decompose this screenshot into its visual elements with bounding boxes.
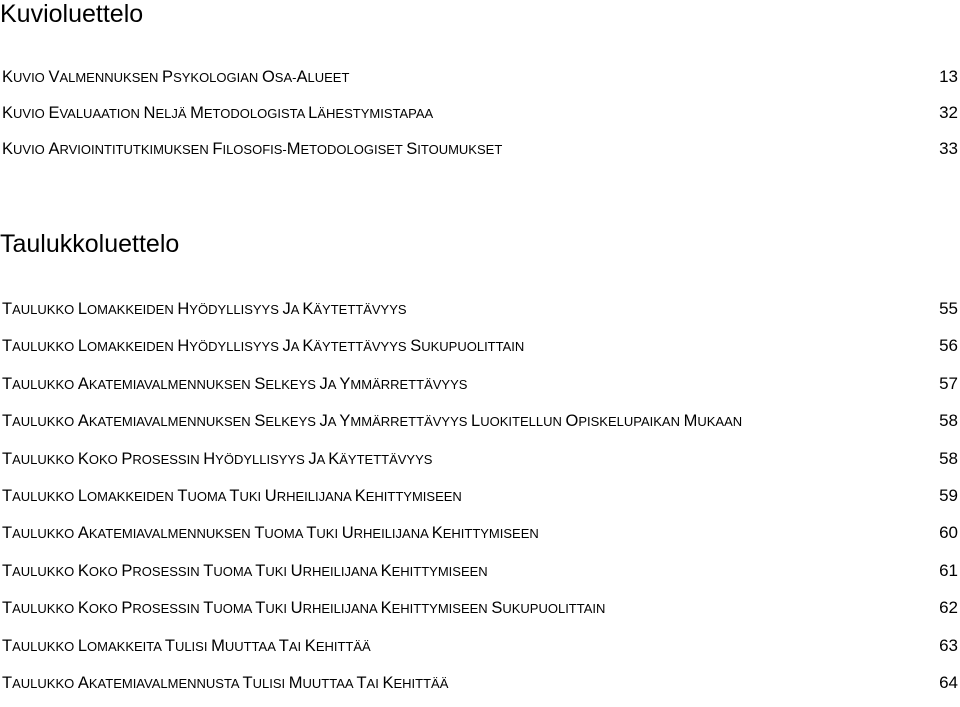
table-entry-title[interactable]: TAULUKKO LOMAKKEITA TULISI MUUTTAA TAI KEHITTÄÄ bbox=[2, 636, 371, 655]
table-entry-page-number: 60 bbox=[939, 523, 958, 543]
table-entry[interactable] bbox=[0, 333, 958, 359]
table-entry-title[interactable]: TAULUKKO AKATEMIAVALMENNUKSEN SELKEYS JA YMMÄRRETTÄVYYS bbox=[2, 374, 468, 393]
table-entry-page-number: 56 bbox=[939, 336, 958, 356]
table-entry[interactable] bbox=[0, 296, 958, 322]
table-entry-page-number: 59 bbox=[939, 485, 958, 505]
table-entry-title[interactable]: TAULUKKO LOMAKKEIDEN HYÖDYLLISYYS JA KÄYTETTÄVYYS bbox=[2, 300, 407, 318]
table-entry[interactable] bbox=[0, 446, 958, 472]
table-entry[interactable] bbox=[0, 371, 958, 397]
table-entry-title[interactable]: TAULUKKO LOMAKKEIDEN TUOMA TUKI URHEILIJANA KEHITTYMISEEN bbox=[2, 486, 462, 505]
table-entry-title[interactable]: TAULUKKO KOKO PROSESSIN TUOMA TUKI URHEILIJANA KEHITTYMISEEN bbox=[2, 561, 488, 580]
figure-list bbox=[0, 64, 958, 172]
table-entry-page-number: 63 bbox=[939, 635, 958, 655]
table-entry-page-number: 58 bbox=[939, 411, 958, 431]
figure-entry[interactable] bbox=[0, 100, 958, 126]
table-entry-page-number: 58 bbox=[939, 448, 958, 468]
table-entry[interactable] bbox=[0, 595, 958, 621]
table-entry-page-number: 64 bbox=[939, 672, 958, 692]
table-entry-page-number: 55 bbox=[939, 299, 958, 318]
figure-entry[interactable] bbox=[0, 136, 958, 162]
table-entry[interactable] bbox=[0, 483, 958, 509]
figure-entry[interactable] bbox=[0, 64, 958, 90]
figure-entry-page-number: 32 bbox=[939, 103, 958, 122]
table-entry-title[interactable]: TAULUKKO KOKO PROSESSIN HYÖDYLLISYYS JA KÄYTETTÄVYYS bbox=[2, 449, 433, 468]
figure-entry-title[interactable]: KUVIO ARVIOINTITUTKIMUKSEN FILOSOFIS-METODOLOGISET SITOUMUKSET bbox=[2, 140, 503, 158]
table-entry-title[interactable]: TAULUKKO KOKO PROSESSIN TUOMA TUKI URHEILIJANA KEHITTYMISEEN SUKUPUOLITTAIN bbox=[2, 599, 606, 618]
table-list bbox=[0, 296, 958, 707]
table-entry-page-number: 61 bbox=[939, 560, 958, 580]
table-list-heading: Taulukkoluettelo bbox=[0, 230, 180, 258]
table-entry[interactable] bbox=[0, 520, 958, 546]
table-entry[interactable] bbox=[0, 408, 958, 434]
figure-entry-page-number: 33 bbox=[939, 139, 958, 158]
figure-list-heading: Kuvioluettelo bbox=[0, 0, 144, 28]
table-entry-title[interactable]: TAULUKKO AKATEMIAVALMENNUKSEN TUOMA TUKI URHEILIJANA KEHITTYMISEEN bbox=[2, 524, 539, 543]
table-entry[interactable] bbox=[0, 558, 958, 584]
table-entry-title[interactable]: TAULUKKO AKATEMIAVALMENNUSTA TULISI MUUTTAA TAI KEHITTÄÄ bbox=[2, 673, 449, 692]
figure-entry-page-number: 13 bbox=[939, 67, 958, 86]
table-entry-title[interactable]: TAULUKKO LOMAKKEIDEN HYÖDYLLISYYS JA KÄYTETTÄVYYS SUKUPUOLITTAIN bbox=[2, 337, 525, 356]
figure-entry-title[interactable]: KUVIO EVALUAATION NELJÄ METODOLOGISTA LÄHESTYMISTAPAA bbox=[2, 104, 434, 122]
table-entry[interactable] bbox=[0, 633, 958, 659]
table-entry-page-number: 57 bbox=[939, 373, 958, 393]
table-entry-title[interactable]: TAULUKKO AKATEMIAVALMENNUKSEN SELKEYS JA YMMÄRRETTÄVYYS LUOKITELLUN OPISKELUPAIKAN MUKAAN bbox=[2, 412, 743, 431]
figure-entry-title[interactable]: KUVIO VALMENNUKSEN PSYKOLOGIAN OSA-ALUEET bbox=[2, 68, 350, 86]
table-entry-page-number: 62 bbox=[939, 598, 958, 618]
table-entry[interactable] bbox=[0, 670, 958, 696]
